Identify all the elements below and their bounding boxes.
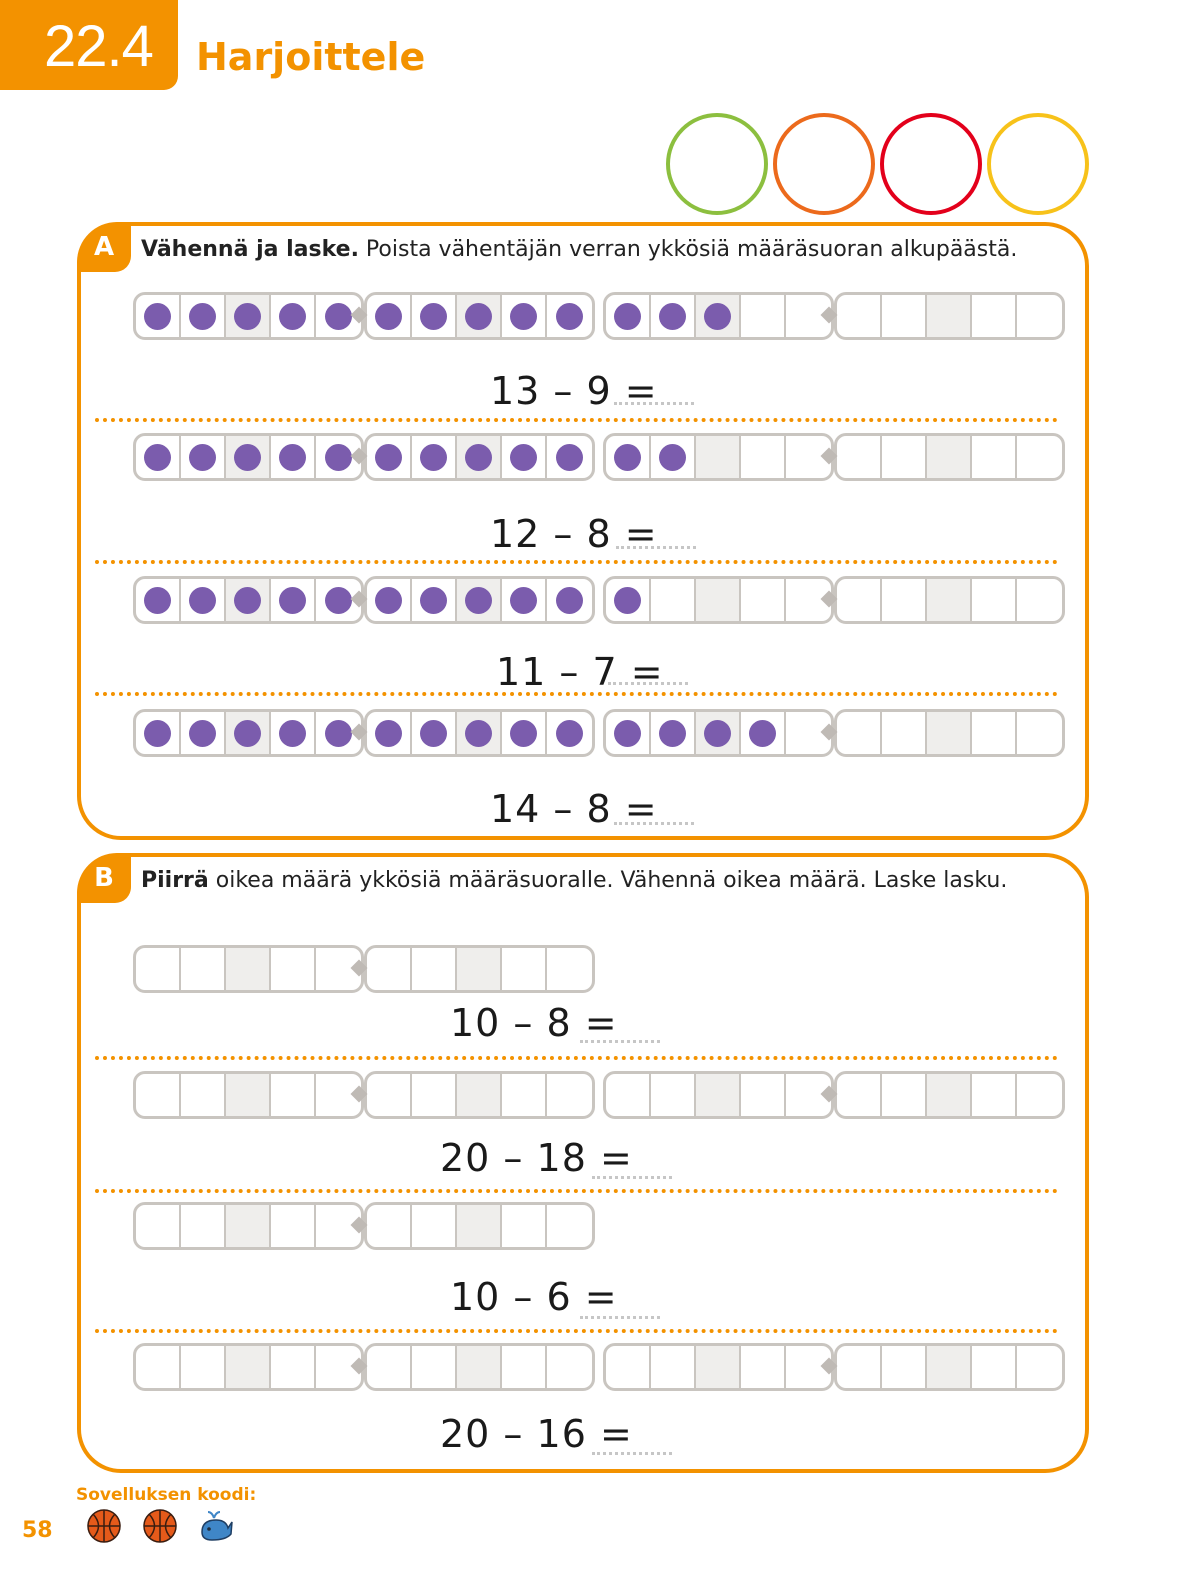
number-line-half bbox=[133, 576, 364, 624]
green-ring[interactable] bbox=[666, 113, 768, 215]
unit-dot[interactable] bbox=[375, 720, 402, 747]
number-line-cell[interactable] bbox=[457, 436, 502, 478]
number-line bbox=[133, 433, 583, 481]
unit-dot[interactable] bbox=[325, 444, 352, 471]
number-line bbox=[133, 1202, 583, 1250]
number-line-cell[interactable] bbox=[181, 295, 226, 337]
answer-field[interactable] bbox=[608, 682, 688, 685]
number-line-row bbox=[133, 292, 1053, 340]
row-separator bbox=[95, 1189, 1058, 1193]
app-code-label: Sovelluksen koodi: bbox=[76, 1485, 257, 1505]
number-line-cell[interactable] bbox=[547, 436, 592, 478]
exercise-a-instruction: Vähennä ja laske. Poista vähentäjän verran ykkösiä määräsuoran alkupäästä. bbox=[141, 237, 1018, 262]
red-ring[interactable] bbox=[880, 113, 982, 215]
unit-dot[interactable] bbox=[614, 720, 641, 747]
unit-dot[interactable] bbox=[556, 720, 583, 747]
unit-dot[interactable] bbox=[234, 720, 261, 747]
page-number: 58 bbox=[22, 1518, 53, 1543]
number-line-cell[interactable] bbox=[136, 436, 181, 478]
chapter-number: 22.4 bbox=[44, 14, 153, 79]
yellow-ring[interactable] bbox=[987, 113, 1089, 215]
number-line-cell[interactable] bbox=[606, 712, 651, 754]
number-line-cell[interactable] bbox=[367, 1205, 412, 1247]
number-line-cell[interactable] bbox=[502, 295, 547, 337]
number-line-cell[interactable] bbox=[136, 1205, 181, 1247]
unit-dot[interactable] bbox=[325, 720, 352, 747]
number-line-cell[interactable] bbox=[271, 295, 316, 337]
unit-dot[interactable] bbox=[189, 444, 216, 471]
exercise-b-instruction: Piirrä oikea määrä ykkösiä määräsuoralle. Vähennä oikea määrä. Laske lasku. bbox=[141, 868, 1008, 893]
number-line-cell[interactable] bbox=[136, 579, 181, 621]
number-line-cell[interactable] bbox=[181, 1346, 226, 1388]
number-line-cell[interactable] bbox=[547, 712, 592, 754]
whale-icon bbox=[198, 1508, 234, 1544]
number-line-cell[interactable] bbox=[882, 712, 927, 754]
number-line-cell[interactable] bbox=[457, 1346, 502, 1388]
number-line-cell[interactable] bbox=[226, 1346, 271, 1388]
number-line bbox=[133, 1343, 583, 1391]
unit-dot[interactable] bbox=[234, 444, 261, 471]
number-line-half bbox=[364, 945, 595, 993]
number-line-cell[interactable] bbox=[972, 579, 1017, 621]
number-line-cell[interactable] bbox=[181, 1205, 226, 1247]
unit-dot[interactable] bbox=[189, 720, 216, 747]
chapter-tab bbox=[0, 0, 178, 90]
number-line-half bbox=[834, 292, 1065, 340]
number-line-cell[interactable] bbox=[367, 579, 412, 621]
number-line-cell[interactable] bbox=[271, 948, 316, 990]
number-line-cell[interactable] bbox=[651, 1074, 696, 1116]
number-line-cell[interactable] bbox=[972, 295, 1017, 337]
number-line-cell[interactable] bbox=[741, 1074, 786, 1116]
number-line-cell[interactable] bbox=[741, 436, 786, 478]
number-line-cell[interactable] bbox=[457, 1074, 502, 1116]
number-line-cell[interactable] bbox=[927, 712, 972, 754]
number-line-half bbox=[364, 1343, 595, 1391]
number-line-cell[interactable] bbox=[1017, 579, 1062, 621]
number-line-cell[interactable] bbox=[651, 579, 696, 621]
number-line-half bbox=[834, 709, 1065, 757]
number-line-half bbox=[364, 1202, 595, 1250]
number-line-cell[interactable] bbox=[606, 1346, 651, 1388]
answer-field[interactable] bbox=[614, 822, 694, 825]
unit-dot[interactable] bbox=[556, 587, 583, 614]
unit-dot[interactable] bbox=[510, 303, 537, 330]
number-line-half bbox=[133, 709, 364, 757]
number-line-cell[interactable] bbox=[696, 579, 741, 621]
unit-dot[interactable] bbox=[465, 720, 492, 747]
number-line-cell[interactable] bbox=[696, 436, 741, 478]
page-title: Harjoittele bbox=[196, 35, 426, 79]
number-line-half bbox=[133, 1343, 364, 1391]
number-line bbox=[133, 709, 583, 757]
unit-dot[interactable] bbox=[144, 720, 171, 747]
number-line-cell[interactable] bbox=[271, 436, 316, 478]
number-line-cell[interactable] bbox=[882, 295, 927, 337]
number-line-cell[interactable] bbox=[606, 579, 651, 621]
orange-ring[interactable] bbox=[773, 113, 875, 215]
number-line-cell[interactable] bbox=[741, 1346, 786, 1388]
number-line-row bbox=[133, 709, 1053, 757]
unit-dot[interactable] bbox=[659, 444, 686, 471]
number-line-cell[interactable] bbox=[837, 1346, 882, 1388]
unit-dot[interactable] bbox=[144, 303, 171, 330]
unit-dot[interactable] bbox=[556, 303, 583, 330]
number-line-cell[interactable] bbox=[882, 1074, 927, 1116]
number-line-cell[interactable] bbox=[837, 579, 882, 621]
number-line-half bbox=[133, 1071, 364, 1119]
number-line-cell[interactable] bbox=[696, 1074, 741, 1116]
number-line-cell[interactable] bbox=[226, 948, 271, 990]
number-line-half bbox=[603, 433, 834, 481]
number-line-cell[interactable] bbox=[696, 1346, 741, 1388]
number-line-cell[interactable] bbox=[1017, 1074, 1062, 1116]
number-line-half bbox=[603, 1343, 834, 1391]
number-line-cell[interactable] bbox=[181, 712, 226, 754]
answer-field[interactable] bbox=[580, 1040, 660, 1043]
number-line-cell[interactable] bbox=[367, 1346, 412, 1388]
number-line-half bbox=[603, 709, 834, 757]
number-line-cell[interactable] bbox=[412, 1074, 457, 1116]
number-line-cell[interactable] bbox=[547, 579, 592, 621]
unit-dot[interactable] bbox=[614, 303, 641, 330]
number-line-cell[interactable] bbox=[882, 436, 927, 478]
answer-field[interactable] bbox=[616, 546, 696, 549]
number-line-cell[interactable] bbox=[547, 1346, 592, 1388]
unit-dot[interactable] bbox=[659, 720, 686, 747]
number-line-cell[interactable] bbox=[367, 948, 412, 990]
number-line-cell[interactable] bbox=[651, 295, 696, 337]
number-line-cell[interactable] bbox=[502, 1074, 547, 1116]
number-line-cell[interactable] bbox=[547, 1205, 592, 1247]
unit-dot[interactable] bbox=[375, 303, 402, 330]
number-line-cell[interactable] bbox=[696, 295, 741, 337]
number-line-cell[interactable] bbox=[226, 579, 271, 621]
basketball-icon bbox=[86, 1508, 122, 1544]
number-line-cell[interactable] bbox=[972, 1346, 1017, 1388]
number-line-cell[interactable] bbox=[412, 1346, 457, 1388]
number-line-cell[interactable] bbox=[457, 579, 502, 621]
number-line bbox=[603, 433, 1053, 481]
number-line-row bbox=[133, 1202, 583, 1250]
number-line-half bbox=[364, 576, 595, 624]
number-line-cell[interactable] bbox=[367, 436, 412, 478]
number-line-cell[interactable] bbox=[651, 712, 696, 754]
unit-dot[interactable] bbox=[325, 303, 352, 330]
number-line bbox=[603, 709, 1053, 757]
unit-dot[interactable] bbox=[510, 587, 537, 614]
unit-dot[interactable] bbox=[465, 303, 492, 330]
number-line-cell[interactable] bbox=[502, 1205, 547, 1247]
unit-dot[interactable] bbox=[510, 444, 537, 471]
number-line-row bbox=[133, 945, 583, 993]
number-line-cell[interactable] bbox=[1017, 712, 1062, 754]
unit-dot[interactable] bbox=[279, 303, 306, 330]
unit-dot[interactable] bbox=[704, 720, 731, 747]
number-line-half bbox=[133, 945, 364, 993]
number-line-cell[interactable] bbox=[741, 712, 786, 754]
unit-dot[interactable] bbox=[420, 303, 447, 330]
equation: 11 – 7 = bbox=[496, 650, 664, 694]
number-line-half bbox=[133, 1202, 364, 1250]
unit-dot[interactable] bbox=[234, 587, 261, 614]
number-line-half bbox=[834, 433, 1065, 481]
answer-field[interactable] bbox=[592, 1176, 672, 1179]
unit-dot[interactable] bbox=[659, 303, 686, 330]
number-line-cell[interactable] bbox=[412, 436, 457, 478]
number-line-cell[interactable] bbox=[226, 1074, 271, 1116]
number-line bbox=[133, 945, 583, 993]
number-line-cell[interactable] bbox=[927, 436, 972, 478]
unit-dot[interactable] bbox=[144, 587, 171, 614]
answer-field[interactable] bbox=[614, 402, 694, 405]
number-line-cell[interactable] bbox=[136, 948, 181, 990]
number-line-row bbox=[133, 576, 1053, 624]
number-line-cell[interactable] bbox=[927, 1346, 972, 1388]
number-line-cell[interactable] bbox=[412, 712, 457, 754]
unit-dot[interactable] bbox=[279, 444, 306, 471]
number-line-cell[interactable] bbox=[412, 579, 457, 621]
number-line-cell[interactable] bbox=[271, 1346, 316, 1388]
number-line-cell[interactable] bbox=[457, 295, 502, 337]
number-line-cell[interactable] bbox=[927, 295, 972, 337]
number-line bbox=[133, 576, 583, 624]
equation: 10 – 6 = bbox=[450, 1275, 618, 1319]
number-line-half bbox=[834, 1071, 1065, 1119]
number-line-cell[interactable] bbox=[181, 948, 226, 990]
unit-dot[interactable] bbox=[375, 444, 402, 471]
answer-field[interactable] bbox=[580, 1316, 660, 1319]
unit-dot[interactable] bbox=[325, 587, 352, 614]
basketball-icon bbox=[142, 1508, 178, 1544]
exercise-a-badge: A bbox=[77, 222, 131, 272]
number-line-cell[interactable] bbox=[181, 579, 226, 621]
number-line-row bbox=[133, 1343, 1053, 1391]
number-line-cell[interactable] bbox=[502, 712, 547, 754]
number-line-half bbox=[364, 292, 595, 340]
number-line-cell[interactable] bbox=[412, 1205, 457, 1247]
equation: 20 – 18 = bbox=[440, 1136, 633, 1180]
number-line-cell[interactable] bbox=[136, 1074, 181, 1116]
unit-dot[interactable] bbox=[420, 720, 447, 747]
unit-dot[interactable] bbox=[614, 444, 641, 471]
number-line-cell[interactable] bbox=[226, 712, 271, 754]
number-line-cell[interactable] bbox=[1017, 436, 1062, 478]
number-line-cell[interactable] bbox=[271, 1205, 316, 1247]
number-line-cell[interactable] bbox=[972, 1074, 1017, 1116]
number-line-half bbox=[834, 576, 1065, 624]
unit-dot[interactable] bbox=[189, 587, 216, 614]
number-line bbox=[603, 1071, 1053, 1119]
row-separator bbox=[95, 1056, 1058, 1060]
unit-dot[interactable] bbox=[234, 303, 261, 330]
equation: 12 – 8 = bbox=[490, 512, 658, 556]
number-line-cell[interactable] bbox=[837, 712, 882, 754]
unit-dot[interactable] bbox=[614, 587, 641, 614]
number-line-cell[interactable] bbox=[972, 712, 1017, 754]
number-line-half bbox=[364, 1071, 595, 1119]
unit-dot[interactable] bbox=[420, 444, 447, 471]
progress-rings bbox=[666, 113, 1096, 215]
number-line-row bbox=[133, 433, 1053, 481]
number-line-cell[interactable] bbox=[367, 712, 412, 754]
number-line-cell[interactable] bbox=[547, 948, 592, 990]
number-line-cell[interactable] bbox=[136, 712, 181, 754]
number-line-cell[interactable] bbox=[1017, 1346, 1062, 1388]
number-line bbox=[603, 292, 1053, 340]
row-separator bbox=[95, 1329, 1058, 1333]
equation: 13 – 9 = bbox=[490, 369, 658, 413]
number-line-cell[interactable] bbox=[837, 295, 882, 337]
number-line-cell[interactable] bbox=[882, 579, 927, 621]
number-line-cell[interactable] bbox=[226, 1205, 271, 1247]
number-line-cell[interactable] bbox=[367, 295, 412, 337]
number-line-cell[interactable] bbox=[882, 1346, 927, 1388]
number-line-cell[interactable] bbox=[181, 436, 226, 478]
number-line-cell[interactable] bbox=[271, 579, 316, 621]
unit-dot[interactable] bbox=[279, 587, 306, 614]
answer-field[interactable] bbox=[592, 1452, 672, 1455]
number-line-cell[interactable] bbox=[502, 436, 547, 478]
number-line-cell[interactable] bbox=[606, 295, 651, 337]
unit-dot[interactable] bbox=[465, 444, 492, 471]
number-line-half bbox=[834, 1343, 1065, 1391]
number-line-cell[interactable] bbox=[226, 295, 271, 337]
number-line-half bbox=[364, 709, 595, 757]
exercise-b-badge: B bbox=[77, 853, 131, 903]
row-separator bbox=[95, 418, 1058, 422]
number-line-cell[interactable] bbox=[606, 1074, 651, 1116]
number-line-cell[interactable] bbox=[412, 948, 457, 990]
number-line-cell[interactable] bbox=[502, 1346, 547, 1388]
number-line-cell[interactable] bbox=[696, 712, 741, 754]
unit-dot[interactable] bbox=[279, 720, 306, 747]
number-line-cell[interactable] bbox=[457, 712, 502, 754]
number-line-cell[interactable] bbox=[1017, 295, 1062, 337]
number-line bbox=[133, 1071, 583, 1119]
number-line-cell[interactable] bbox=[547, 295, 592, 337]
number-line-cell[interactable] bbox=[136, 1346, 181, 1388]
number-line-cell[interactable] bbox=[271, 712, 316, 754]
number-line bbox=[133, 292, 583, 340]
number-line-cell[interactable] bbox=[271, 1074, 316, 1116]
unit-dot[interactable] bbox=[375, 587, 402, 614]
number-line-cell[interactable] bbox=[972, 436, 1017, 478]
number-line-row bbox=[133, 1071, 1053, 1119]
unit-dot[interactable] bbox=[144, 444, 171, 471]
unit-dot[interactable] bbox=[749, 720, 776, 747]
equation: 20 – 16 = bbox=[440, 1412, 633, 1456]
number-line-cell[interactable] bbox=[651, 1346, 696, 1388]
number-line-cell[interactable] bbox=[837, 1074, 882, 1116]
number-line-cell[interactable] bbox=[927, 579, 972, 621]
number-line-cell[interactable] bbox=[606, 436, 651, 478]
number-line-half bbox=[603, 292, 834, 340]
number-line-half bbox=[603, 1071, 834, 1119]
number-line-cell[interactable] bbox=[837, 436, 882, 478]
number-line-cell[interactable] bbox=[367, 1074, 412, 1116]
number-line-cell[interactable] bbox=[547, 1074, 592, 1116]
equation: 10 – 8 = bbox=[450, 1001, 618, 1045]
unit-dot[interactable] bbox=[189, 303, 216, 330]
number-line-cell[interactable] bbox=[226, 436, 271, 478]
number-line-cell[interactable] bbox=[457, 1205, 502, 1247]
number-line-half bbox=[603, 576, 834, 624]
number-line-cell[interactable] bbox=[181, 1074, 226, 1116]
equation: 14 – 8 = bbox=[490, 787, 658, 831]
unit-dot[interactable] bbox=[510, 720, 537, 747]
number-line-half bbox=[364, 433, 595, 481]
unit-dot[interactable] bbox=[465, 587, 492, 614]
number-line-half bbox=[133, 433, 364, 481]
unit-dot[interactable] bbox=[704, 303, 731, 330]
number-line-cell[interactable] bbox=[651, 436, 696, 478]
row-separator bbox=[95, 560, 1058, 564]
unit-dot[interactable] bbox=[420, 587, 447, 614]
number-line-cell[interactable] bbox=[927, 1074, 972, 1116]
number-line-half bbox=[133, 292, 364, 340]
number-line-cell[interactable] bbox=[502, 948, 547, 990]
number-line bbox=[603, 1343, 1053, 1391]
number-line-cell[interactable] bbox=[502, 579, 547, 621]
number-line-cell[interactable] bbox=[457, 948, 502, 990]
number-line bbox=[603, 576, 1053, 624]
unit-dot[interactable] bbox=[556, 444, 583, 471]
number-line-cell[interactable] bbox=[741, 295, 786, 337]
number-line-cell[interactable] bbox=[136, 295, 181, 337]
number-line-cell[interactable] bbox=[412, 295, 457, 337]
number-line-cell[interactable] bbox=[741, 579, 786, 621]
